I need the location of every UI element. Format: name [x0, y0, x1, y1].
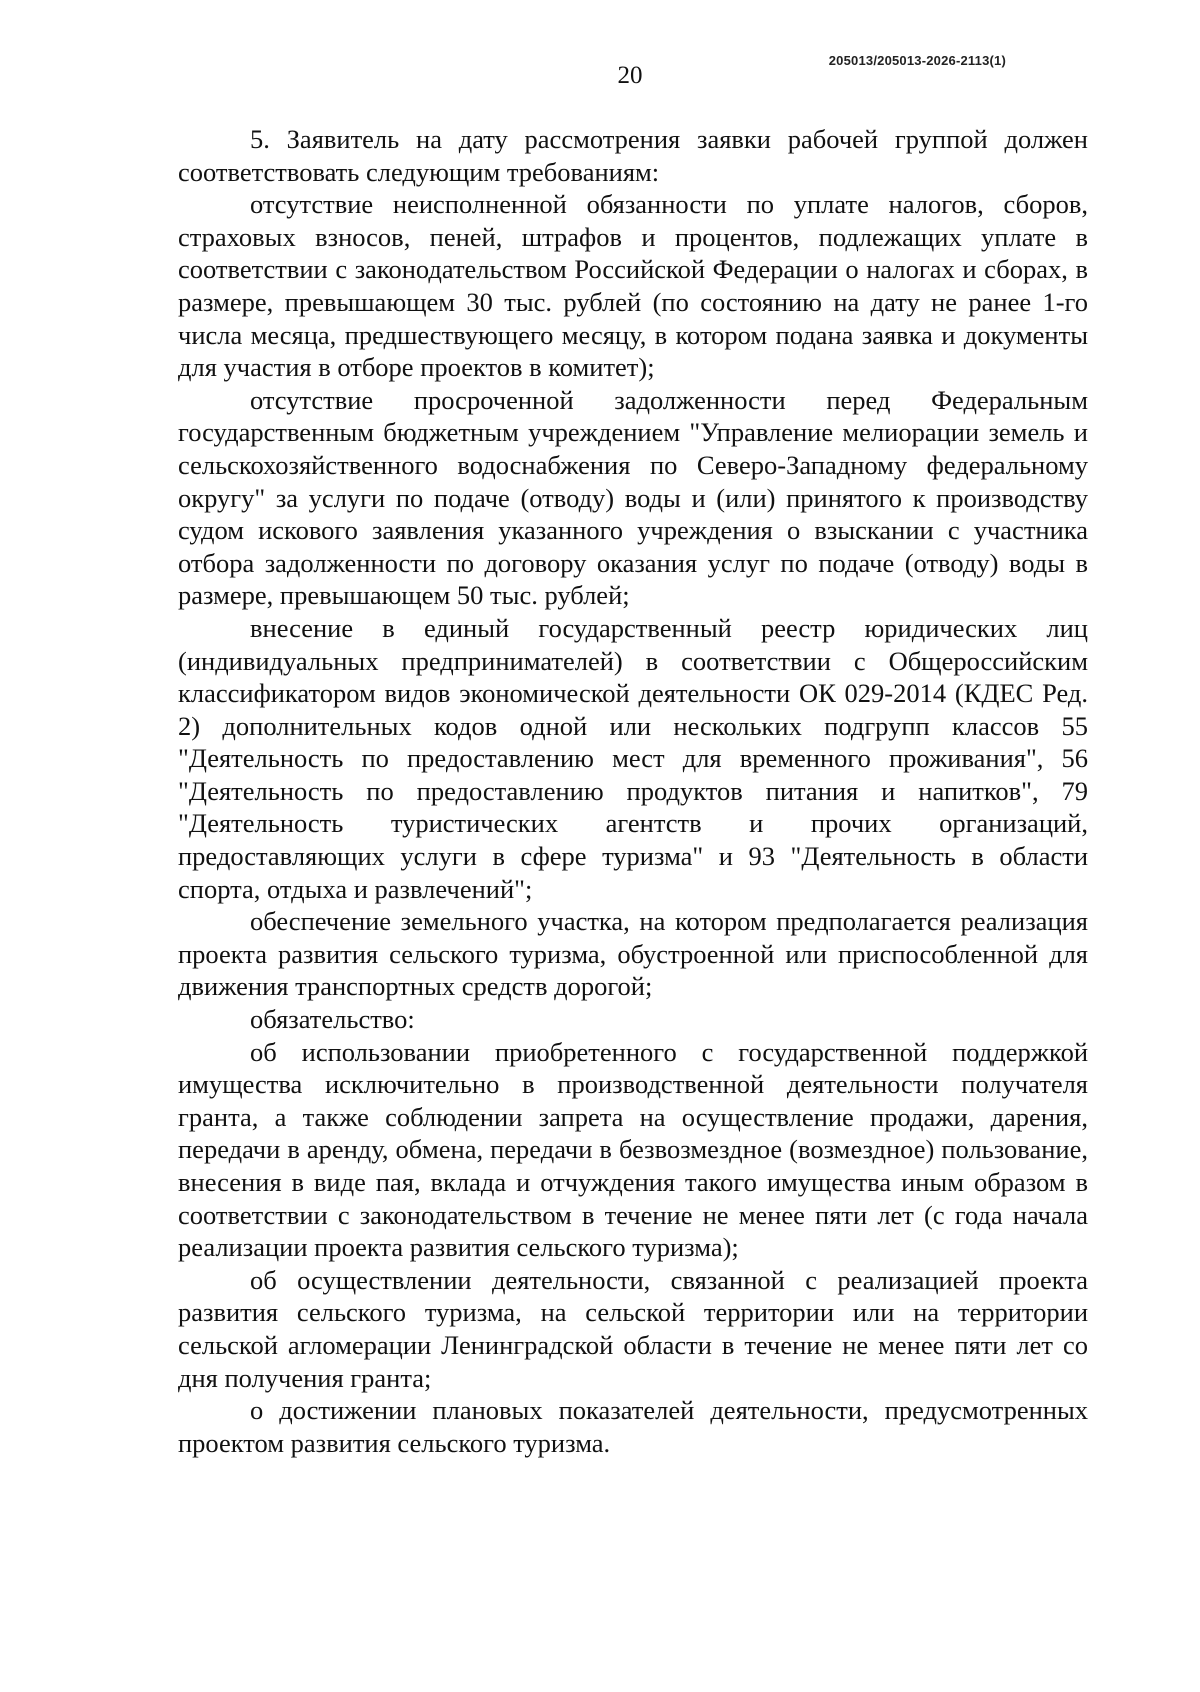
- paragraph-tax-debt: отсутствие неисполненной обязанности по уплате налогов, сборов, страховых взносов, пеней, штрафов и процентов, подлежащих уплате в соответствии с законодательством Российской Федерации о налогах и сборах, в размере, превышающем 30 тыс. рублей (по состоянию на дату не ранее 1-го числа месяца, предшествующего месяцу, в котором подана заявка и документы для участия в отборе проектов в комитет);: [178, 189, 1088, 383]
- paragraph-activity-territory: об осуществлении деятельности, связанной с реализацией проекта развития сельского туризма, на сельской территории или на территории сельской агломерации Ленинградской области в течение не менее пяти лет со дня получения гранта;: [178, 1264, 1088, 1393]
- paragraph-requirements-intro: 5. Заявитель на дату рассмотрения заявки рабочей группой должен соответствовать следующим требованиям:: [178, 124, 1088, 187]
- paragraph-planned-indicators: о достижении плановых показателей деятельности, предусмотренных проектом развития сельского туризма.: [178, 1395, 1088, 1458]
- document-body: [178, 123, 1088, 1459]
- document-id: 205013/205013-2026-2113(1): [828, 53, 1006, 68]
- paragraph-registry-codes: внесение в единый государственный реестр юридических лиц (индивидуальных предпринимателей) в соответствии с Общероссийским классификатором видов экономической деятельности ОК 029-2014 (КДЕС Ред. 2) дополнительных кодов одной или нескольких подгрупп классов 55 "Деятельность по предоставлению мест для временного проживания", 56 "Деятельность по предоставлению продуктов питания и напитков", 79 "Деятельность туристических агентств и прочих организаций, предоставляющих услуги в сфере туризма" и 93 "Деятельность в области спорта, отдыха и развлечений";: [178, 612, 1088, 904]
- paragraph-water-debt: отсутствие просроченной задолженности перед Федеральным государственным бюджетным учреждением "Управление мелиорации земель и сельскохозяйственного водоснабжения по Северо-Западному федеральному округу" за услуги по подаче (отводу) воды и (или) принятого к производству судом искового заявления указанного учреждения о взыскании с участника отбора задолженности по договору оказания услуг по подаче (отводу) воды в размере, превышающем 50 тыс. рублей;: [178, 384, 1088, 611]
- paragraph-property-use: об использовании приобретенного с государственной поддержкой имущества исключительно в производственной деятельности получателя гранта, а также соблюдении запрета на осуществление продажи, дарения, передачи в аренду, обмена, передачи в безвозмездное (возмездное) пользование, внесения в виде пая, вклада и отчуждения такого имущества иным образом в соответствии с законодательством в течение не менее пяти лет (с года начала реализации проекта развития сельского туризма);: [178, 1036, 1088, 1263]
- paragraph-road-access: обеспечение земельного участка, на котором предполагается реализация проекта развития сельского туризма, обустроенной или приспособленной для движения транспортных средств дорогой;: [178, 906, 1088, 1002]
- page-number: 20: [617, 62, 643, 89]
- paragraph-obligation-heading: обязательство:: [250, 1004, 415, 1035]
